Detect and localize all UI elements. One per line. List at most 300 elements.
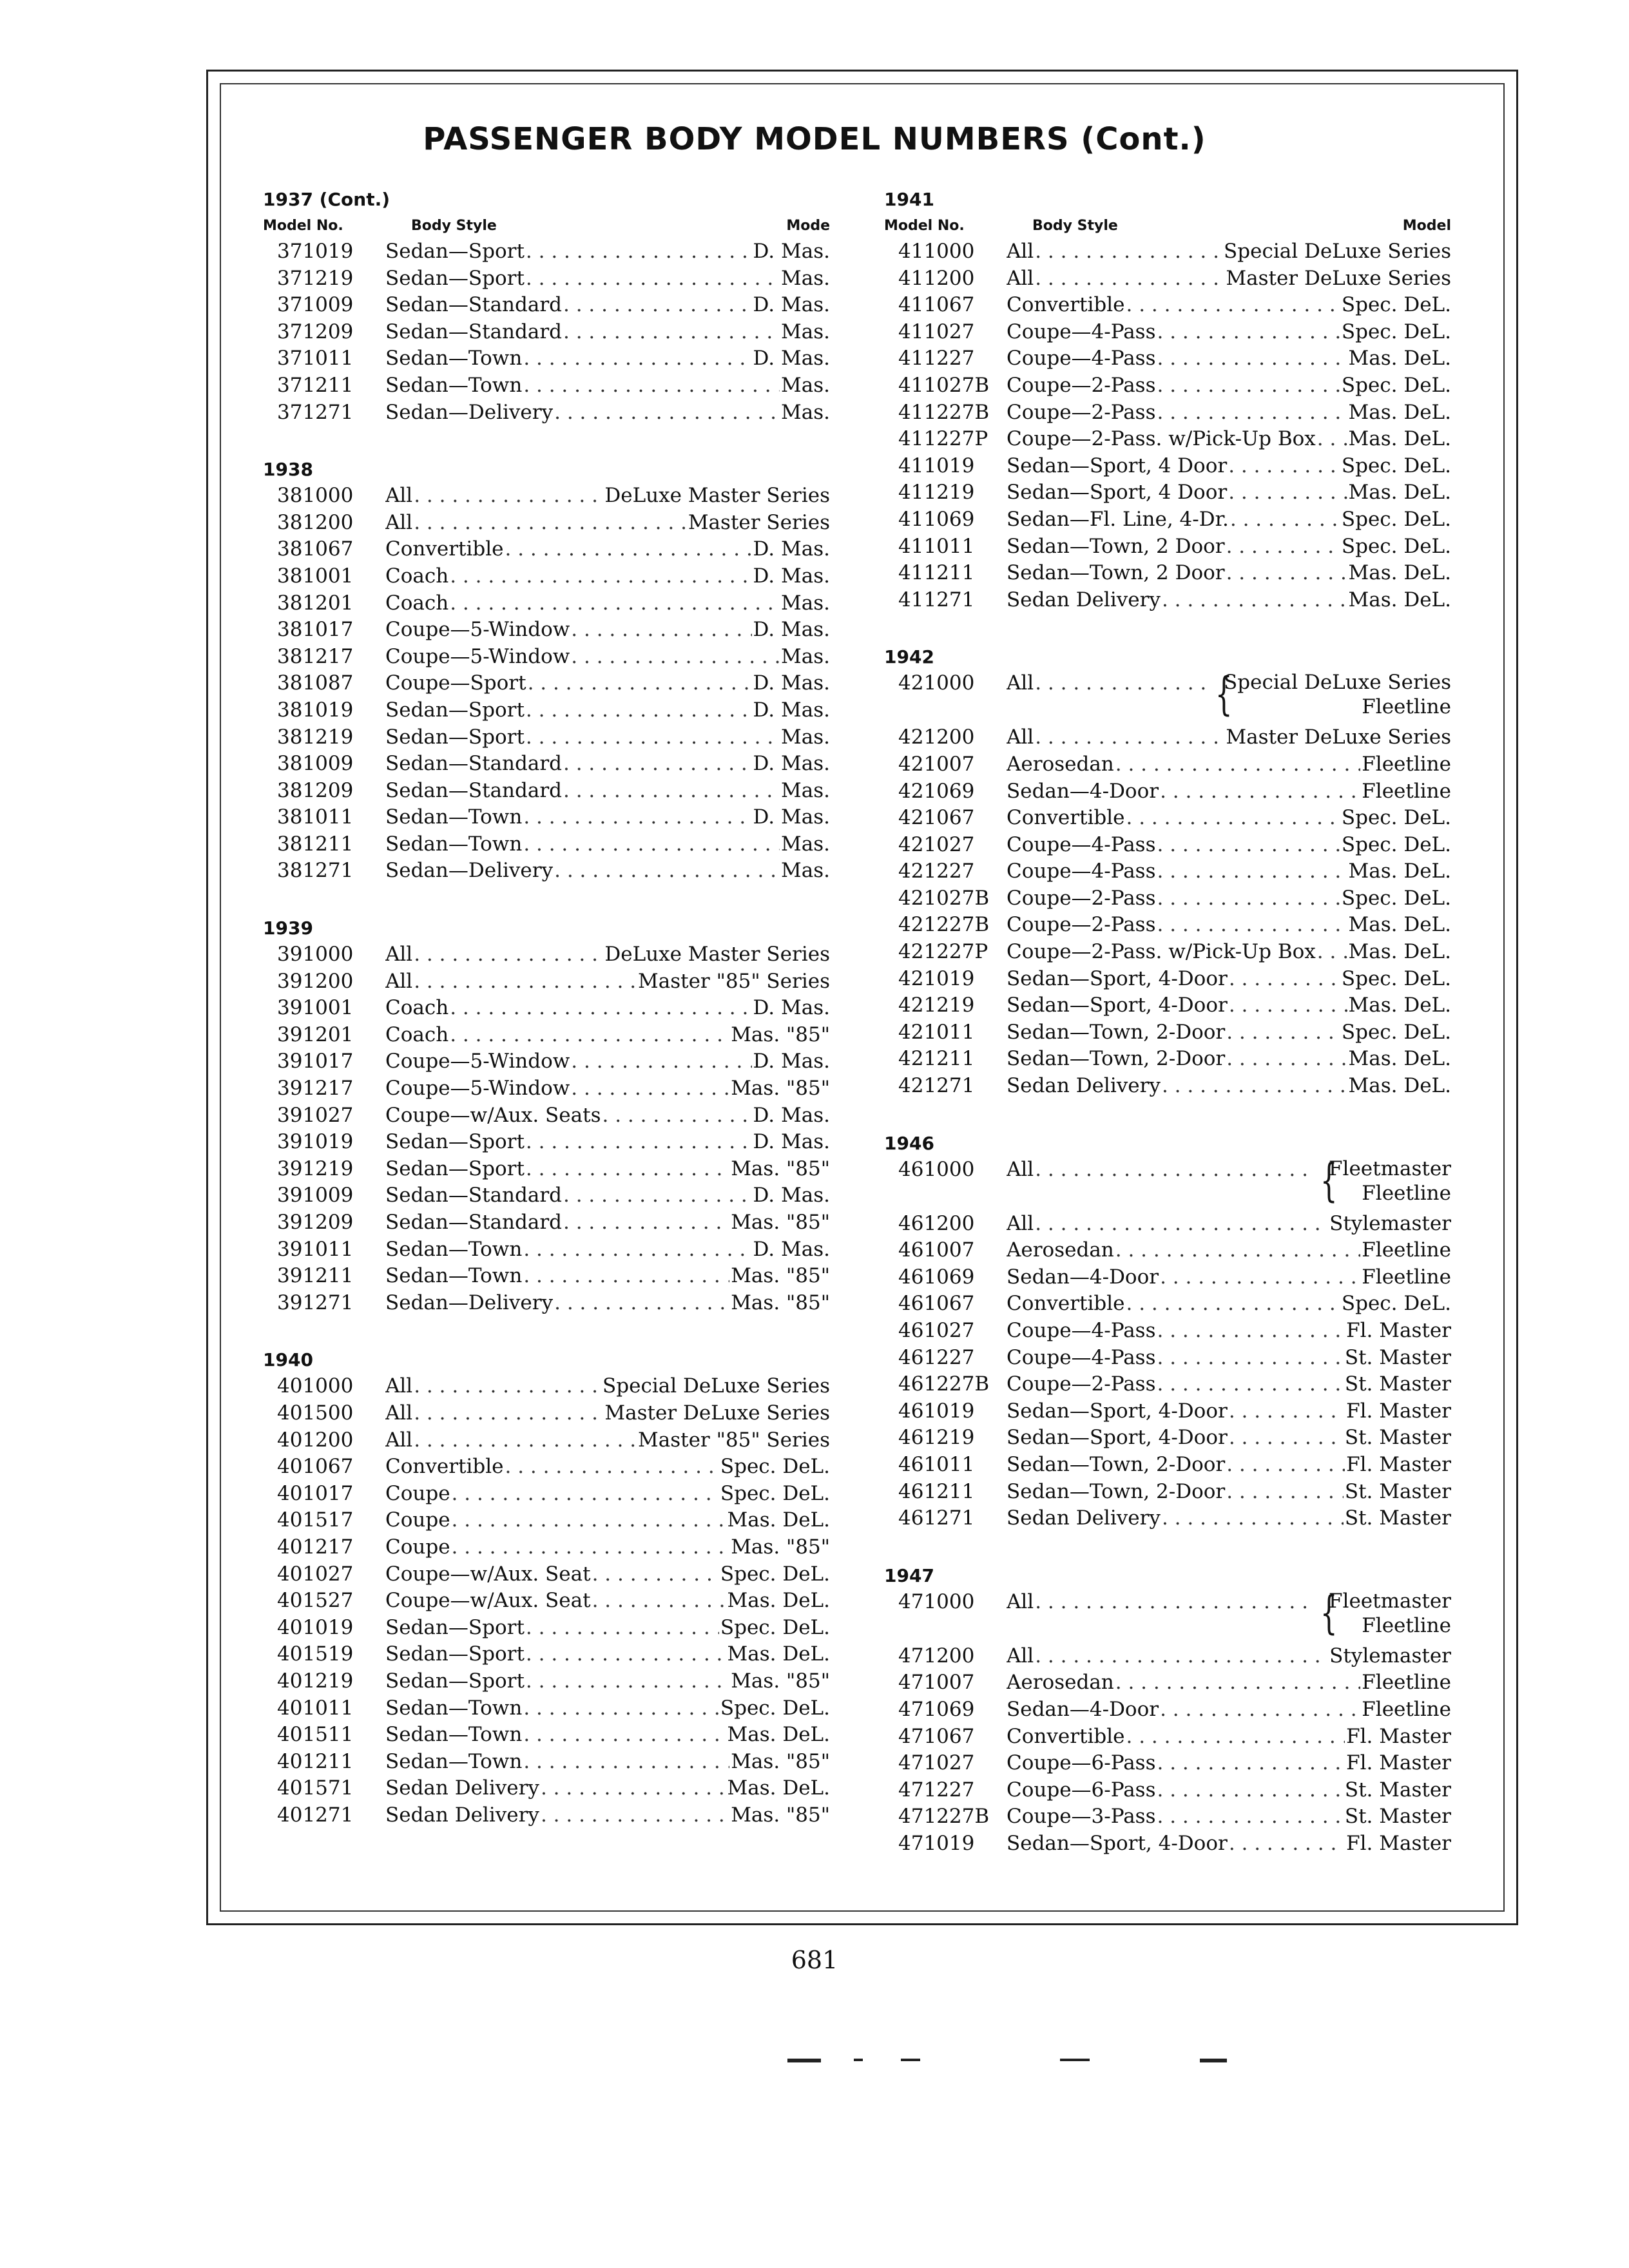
- model-value: Fl. Master: [1346, 1831, 1451, 1855]
- row-entry: [385, 1156, 830, 1183]
- model-value: Mas. DeL.: [727, 1589, 830, 1613]
- model-number: 411271: [898, 588, 975, 611]
- body-style: Sedan—Sport: [385, 1157, 525, 1180]
- dot-leader: [526, 1156, 729, 1183]
- table-row: [263, 319, 843, 346]
- table-row: [884, 1019, 1464, 1046]
- model-value: Mas. "85": [731, 1803, 830, 1827]
- body-style: Sedan—Town, 2-Door: [1007, 1020, 1226, 1044]
- table-row: [884, 453, 1464, 480]
- model-number: 381019: [277, 698, 354, 722]
- body-style: Sedan—Sport: [385, 725, 525, 749]
- row-entry: [1007, 1019, 1451, 1046]
- model-number: 381217: [277, 644, 354, 668]
- table-row: [263, 1615, 843, 1642]
- row-entry: [385, 1454, 830, 1481]
- row-entry: [385, 697, 830, 724]
- header-model: Mode: [786, 218, 830, 234]
- table-row: [884, 1318, 1464, 1345]
- year-section: [263, 1347, 843, 1829]
- year-section: [263, 916, 843, 1316]
- page-number: 681: [791, 1946, 838, 1974]
- model-number: 421011: [898, 1020, 975, 1044]
- table-row: [263, 1290, 843, 1317]
- table-row: [884, 992, 1464, 1019]
- dot-leader: [571, 1048, 751, 1075]
- table-row: [884, 751, 1464, 778]
- row-entry: [385, 345, 830, 372]
- model-value: Mas. DeL.: [1348, 588, 1451, 611]
- dot-leader: [1157, 1803, 1344, 1831]
- row-entry: [1007, 1750, 1451, 1777]
- model-number: 391200: [277, 969, 354, 993]
- model-number: 391001: [277, 996, 354, 1020]
- dot-leader: [414, 510, 687, 537]
- model-value: Mas. "85": [731, 1077, 830, 1100]
- dot-leader: [523, 372, 780, 399]
- body-style: Coupe—2-Pass. w/Pick-Up Box: [1007, 427, 1316, 451]
- model-value: Mas. "85": [731, 1291, 830, 1314]
- dot-leader: [450, 590, 780, 617]
- dot-leader: [523, 804, 751, 831]
- row-entry: [1007, 670, 1451, 719]
- model-number: 401511: [277, 1723, 354, 1747]
- row-entry: [385, 238, 830, 265]
- dot-leader: [1229, 1425, 1344, 1452]
- body-style: All: [1007, 726, 1034, 749]
- table-row: [884, 1371, 1464, 1398]
- dot-leader: [523, 1722, 726, 1749]
- model-value: Mas.: [781, 832, 830, 856]
- table-row: [884, 533, 1464, 561]
- model-value: Mas.: [781, 266, 830, 290]
- year-section: [884, 1131, 1464, 1532]
- row-entry: [1007, 778, 1451, 805]
- dot-leader: [1157, 345, 1347, 372]
- row-entry: [385, 1290, 830, 1317]
- dot-leader: [563, 778, 780, 805]
- body-style: Sedan—Town, 2-Door: [1007, 1047, 1226, 1071]
- print-mark: [901, 2059, 920, 2061]
- model-number: 421219: [898, 994, 975, 1017]
- model-number: 401517: [277, 1508, 354, 1532]
- body-style: All: [1007, 266, 1034, 290]
- dot-leader: [571, 617, 751, 644]
- body-style: Sedan—Town: [385, 1237, 523, 1261]
- model-number: 411219: [898, 481, 975, 505]
- model-value: Mas. DeL.: [1348, 347, 1451, 370]
- table-row: [884, 399, 1464, 427]
- model-value: Fleetline: [1362, 1238, 1451, 1262]
- print-mark: [1200, 2059, 1227, 2062]
- table-row: [263, 1129, 843, 1156]
- year-heading: 1940: [263, 1349, 313, 1371]
- body-style: Sedan—Town: [385, 1696, 523, 1720]
- model-number: 371219: [277, 266, 354, 290]
- row-entry: [385, 1263, 830, 1290]
- model-value: Mas. DeL.: [1348, 913, 1451, 937]
- model-value: Mas.: [781, 400, 830, 424]
- body-style: Coupe: [385, 1508, 450, 1532]
- model-number: 471007: [898, 1671, 975, 1695]
- body-style: Sedan—Sport: [385, 1642, 525, 1666]
- body-style: Coupe—Sport: [385, 671, 526, 695]
- table-row: [884, 345, 1464, 372]
- row-entry: [1007, 858, 1451, 885]
- body-style: Aerosedan: [1007, 1671, 1114, 1695]
- dot-leader: [414, 941, 603, 968]
- model-number: 411027: [898, 320, 975, 343]
- body-style: All: [385, 1374, 413, 1398]
- body-style: Sedan—Standard: [385, 1211, 563, 1234]
- body-style: Coupe—w/Aux. Seats: [385, 1103, 601, 1127]
- row-entry: [385, 1048, 830, 1075]
- body-style: Sedan—4-Door: [1007, 1697, 1159, 1721]
- dot-leader: [1157, 832, 1340, 859]
- dot-leader: [1160, 1264, 1360, 1291]
- model-number: 371211: [277, 373, 354, 397]
- model-number: 391271: [277, 1291, 354, 1314]
- table-row: [263, 804, 843, 831]
- model-number: 371019: [277, 240, 354, 263]
- print-mark: [787, 2059, 821, 2062]
- table-row: [884, 292, 1464, 319]
- row-entry: [1007, 1669, 1451, 1696]
- dot-leader: [563, 319, 780, 346]
- dot-leader: [505, 536, 752, 563]
- model-value: Mas.: [781, 859, 830, 883]
- body-style: Sedan—Town: [385, 805, 523, 829]
- dot-leader: [414, 1427, 637, 1454]
- body-style: All: [1007, 671, 1034, 695]
- dot-leader: [1226, 533, 1340, 561]
- model-number: 381009: [277, 752, 354, 776]
- table-row: [884, 506, 1464, 533]
- dot-leader: [523, 1263, 729, 1290]
- table-row: [263, 995, 843, 1022]
- year-section: [884, 644, 1464, 1099]
- row-entry: [1007, 533, 1451, 561]
- body-style: Convertible: [1007, 1292, 1125, 1316]
- body-style: All: [385, 943, 413, 966]
- body-style: Coupe—w/Aux. Seat: [385, 1589, 591, 1613]
- model-number: 381017: [277, 618, 354, 642]
- table-row: [884, 1345, 1464, 1372]
- row-entry: [1007, 372, 1451, 399]
- dot-leader: [592, 1588, 726, 1615]
- model-number: 421227: [898, 860, 975, 883]
- model-number: 401219: [277, 1669, 354, 1693]
- row-entry: [1007, 885, 1451, 912]
- table-row: [884, 238, 1464, 265]
- table-row: [884, 1046, 1464, 1073]
- body-style: Sedan—Standard: [385, 752, 563, 776]
- dot-leader: [1157, 372, 1340, 399]
- dot-leader: [450, 995, 751, 1022]
- body-style: Sedan—4-Door: [1007, 779, 1159, 803]
- table-row: [263, 1102, 843, 1129]
- table-row: [263, 1641, 843, 1668]
- dot-leader: [1157, 1777, 1344, 1804]
- table-row: [263, 1668, 843, 1695]
- model-number: 461211: [898, 1479, 975, 1503]
- body-style: Coupe—2-Pass. w/Pick-Up Box: [1007, 940, 1316, 964]
- table-row: [263, 1507, 843, 1534]
- table-row: [263, 372, 843, 399]
- model-value: Fleetline: [1362, 1671, 1451, 1695]
- model-value: Mas. DeL.: [1348, 481, 1451, 505]
- dot-leader: [523, 345, 751, 372]
- model-value: D. Mas.: [753, 996, 830, 1020]
- model-number: 411069: [898, 507, 975, 531]
- dot-leader: [1157, 319, 1340, 346]
- table-row: [884, 858, 1464, 885]
- model-number: 421200: [898, 726, 975, 749]
- body-style: All: [385, 1401, 413, 1425]
- dot-leader: [563, 292, 752, 319]
- body-style: Sedan—Sport, 4-Door: [1007, 994, 1228, 1017]
- year-heading: 1941: [884, 189, 934, 210]
- row-entry: [385, 617, 830, 644]
- dot-leader: [1157, 399, 1347, 427]
- row-entry: [385, 1695, 830, 1722]
- model-value: Special DeLuxe Series: [1224, 240, 1451, 263]
- dot-leader: [1157, 858, 1347, 885]
- model-value: DeLuxe Master Series: [604, 484, 830, 508]
- body-style: Sedan—Sport: [385, 1615, 525, 1639]
- model-number: 471200: [898, 1644, 975, 1667]
- row-entry: [385, 1400, 830, 1427]
- dot-leader: [452, 1534, 730, 1561]
- row-entry: [1007, 1211, 1451, 1238]
- table-row: [263, 1156, 843, 1183]
- table-row: [884, 1264, 1464, 1291]
- model-number: 381201: [277, 591, 354, 615]
- row-entry: [1007, 1398, 1451, 1425]
- dot-leader: [1160, 778, 1360, 805]
- dot-leader: [1035, 238, 1222, 265]
- row-entry: [385, 1749, 830, 1776]
- model-number: 461227: [898, 1345, 975, 1369]
- body-style: Coupe—5-Window: [385, 1050, 570, 1073]
- model-value: Mas. "85": [731, 1749, 830, 1773]
- table-row: [263, 751, 843, 778]
- model-value: D. Mas.: [753, 671, 830, 695]
- model-number: 411067: [898, 293, 975, 317]
- body-style: Sedan—Town, 2 Door: [1007, 561, 1225, 585]
- table-row: [263, 1022, 843, 1049]
- table-row: [263, 1749, 843, 1776]
- year-heading: 1939: [263, 918, 313, 939]
- row-entry: [1007, 319, 1451, 346]
- model-value: Spec. DeL.: [1341, 293, 1451, 317]
- dot-leader: [414, 1400, 603, 1427]
- model-value: D. Mas.: [753, 293, 830, 317]
- row-entry: [1007, 724, 1451, 751]
- body-style: Coupe—4-Pass: [1007, 860, 1156, 883]
- dot-leader: [526, 1641, 726, 1668]
- model-number: 391000: [277, 943, 354, 966]
- table-row: [884, 1643, 1464, 1670]
- row-entry: [1007, 1505, 1451, 1532]
- model-value: Master "85" Series: [638, 1428, 830, 1452]
- row-entry: [1007, 1157, 1451, 1206]
- body-style: Sedan—Town, 2-Door: [1007, 1452, 1226, 1476]
- dot-leader: [1115, 1237, 1361, 1264]
- table-row: [884, 1505, 1464, 1532]
- table-row: [884, 939, 1464, 966]
- table-row: [884, 1803, 1464, 1831]
- model-number: 391027: [277, 1103, 354, 1127]
- dot-leader: [526, 238, 752, 265]
- model-value: Mas. DeL.: [727, 1508, 830, 1532]
- model-number: 391009: [277, 1184, 354, 1207]
- row-entry: [1007, 1452, 1451, 1479]
- row-entry: [385, 1775, 830, 1802]
- body-style: Sedan—Delivery: [385, 400, 554, 424]
- body-style: Coupe—w/Aux. Seat: [385, 1562, 591, 1586]
- model-value: Mas. DeL.: [1348, 1047, 1451, 1071]
- body-style: Sedan—Town, 2 Door: [1007, 534, 1225, 558]
- table-row: [263, 724, 843, 751]
- model-value: St. Master: [1344, 1506, 1451, 1530]
- model-value: Spec. DeL.: [1341, 886, 1451, 910]
- table-row: [263, 399, 843, 427]
- row-entry: [385, 1722, 830, 1749]
- model-number: 401217: [277, 1535, 354, 1559]
- model-line-2: Fleetline: [1362, 695, 1451, 719]
- table-row: [263, 1802, 843, 1829]
- dot-leader: [1126, 1724, 1345, 1751]
- model-number: 421271: [898, 1074, 975, 1098]
- model-number: 421027: [898, 832, 975, 856]
- dot-leader: [1115, 1669, 1361, 1696]
- header-model-no: Model No.: [884, 218, 965, 234]
- table-row: [263, 238, 843, 265]
- body-style: Sedan—Town: [385, 347, 523, 370]
- model-value: D. Mas.: [753, 1184, 830, 1207]
- year-section: [884, 187, 1464, 613]
- row-entry: [385, 1102, 830, 1129]
- row-entry: [1007, 506, 1451, 533]
- body-style: Coupe: [385, 1535, 450, 1559]
- model-value: Spec. DeL.: [1341, 1020, 1451, 1044]
- body-style: Coupe—5-Window: [385, 618, 570, 642]
- model-value: St. Master: [1344, 1479, 1451, 1503]
- body-style: Sedan—Sport: [385, 1130, 525, 1154]
- model-number: 421067: [898, 806, 975, 830]
- model-number: 461219: [898, 1426, 975, 1450]
- table-row: [263, 1588, 843, 1615]
- row-entry: [385, 644, 830, 671]
- body-style: Coupe—2-Pass: [1007, 400, 1156, 424]
- row-entry: [385, 1588, 830, 1615]
- table-row: [263, 292, 843, 319]
- body-style: Coach: [385, 591, 449, 615]
- dot-leader: [1126, 805, 1340, 832]
- dot-leader: [1226, 1019, 1340, 1046]
- row-entry: [385, 778, 830, 805]
- model-number: 411000: [898, 240, 975, 263]
- model-number: 461067: [898, 1292, 975, 1316]
- body-style: Coupe—2-Pass: [1007, 373, 1156, 397]
- body-style: Sedan—4-Door: [1007, 1265, 1159, 1289]
- dot-leader: [541, 1775, 726, 1802]
- body-style: Sedan—Sport, 4-Door: [1007, 966, 1228, 990]
- model-number: 421211: [898, 1047, 975, 1071]
- dot-leader: [1157, 1345, 1344, 1372]
- model-value: Fl. Master: [1346, 1399, 1451, 1423]
- table-row: [884, 1157, 1464, 1211]
- model-value: Mas. "85": [731, 1211, 830, 1234]
- body-style: Convertible: [1007, 806, 1125, 830]
- model-number: 471227: [898, 1778, 975, 1802]
- model-value: Spec. DeL.: [1341, 320, 1451, 343]
- dot-leader: [523, 831, 780, 858]
- column-headers: [884, 213, 1464, 238]
- model-line-1: Fleetmaster: [1329, 1589, 1451, 1613]
- row-entry: [385, 265, 830, 293]
- model-value: Spec. DeL.: [1341, 806, 1451, 830]
- row-entry: [1007, 805, 1451, 832]
- model-number: 421000: [898, 671, 975, 695]
- row-entry: [1007, 453, 1451, 480]
- table-row: [884, 372, 1464, 399]
- model-value: St. Master: [1344, 1805, 1451, 1829]
- row-entry: [1007, 1724, 1451, 1751]
- dot-leader: [1162, 587, 1347, 614]
- table-row: [884, 1831, 1464, 1858]
- model-value: Fleetline: [1362, 752, 1451, 776]
- table-row: [884, 426, 1464, 453]
- body-style: Coupe—4-Pass: [1007, 1345, 1156, 1369]
- model-value: Spec. DeL.: [720, 1615, 830, 1639]
- table-row: [263, 1695, 843, 1722]
- dot-leader: [1229, 1831, 1345, 1858]
- body-style: Coupe—4-Pass: [1007, 347, 1156, 370]
- dot-leader: [526, 1129, 752, 1156]
- row-entry: [385, 858, 830, 885]
- row-entry: [1007, 1803, 1451, 1831]
- row-entry: [1007, 265, 1451, 293]
- model-value: Mas.: [781, 373, 830, 397]
- table-row: [884, 265, 1464, 293]
- table-row: [884, 832, 1464, 859]
- row-entry: [1007, 345, 1451, 372]
- table-row: [263, 1048, 843, 1075]
- model-number: 421019: [898, 966, 975, 990]
- dot-leader: [414, 968, 637, 995]
- model-number: 381067: [277, 537, 354, 561]
- model-value: Master Series: [688, 510, 830, 534]
- model-number: 421007: [898, 752, 975, 776]
- model-value: D. Mas.: [753, 240, 830, 263]
- dot-leader: [1035, 1157, 1313, 1184]
- model-number: 461200: [898, 1211, 975, 1235]
- model-value: Spec. DeL.: [1341, 534, 1451, 558]
- body-style: Sedan—Sport, 4-Door: [1007, 1426, 1228, 1450]
- table-row: [884, 1479, 1464, 1506]
- table-row: [263, 1454, 843, 1481]
- body-style: Convertible: [385, 537, 504, 561]
- dot-leader: [526, 697, 752, 724]
- body-style: All: [385, 484, 413, 508]
- table-row: [263, 670, 843, 697]
- body-style: Sedan Delivery: [1007, 1506, 1161, 1530]
- table-row: [884, 778, 1464, 805]
- body-style: Convertible: [1007, 293, 1125, 317]
- model-number: 401019: [277, 1615, 354, 1639]
